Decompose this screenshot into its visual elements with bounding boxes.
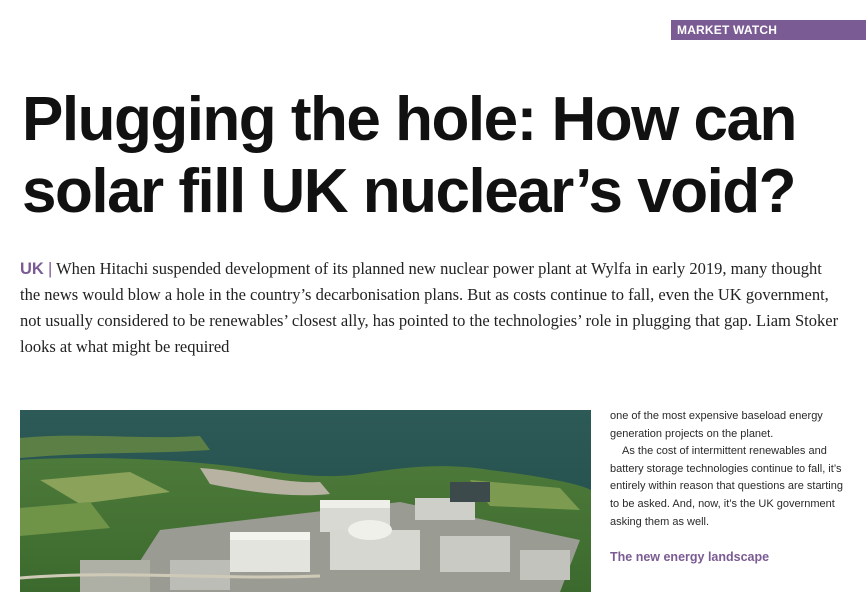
nuclear-plant-illustration xyxy=(20,410,591,592)
standfirst-separator: | xyxy=(47,260,53,278)
standfirst xyxy=(20,256,846,360)
body-paragraph-2: As the cost of intermittent renewables and battery storage technologies continue to fall, it’s entirely within reason that questions are starting to be asked. And, now, it’s the UK government asking them as well. xyxy=(610,445,843,528)
standfirst-text: When Hitachi suspended development of its planned new nuclear power plant at Wylfa in early 2019, many thought the news would blow a hole in the country’s decarbonisation plans. But as costs continue to fall, even the UK government, not usually considered to be renewables’ closest ally, has pointed to the technologies’ role in plugging that gap. Liam Stoker looks at what might be required xyxy=(20,259,839,356)
article-photo xyxy=(20,410,591,592)
headline: Plugging the hole: How can solar fill UK nuclear’s void? xyxy=(22,85,796,226)
body-column xyxy=(610,408,846,567)
standfirst-kicker: UK xyxy=(20,260,44,278)
body-paragraph-1: one of the most expensive baseload energy generation projects on the planet. xyxy=(610,410,823,440)
section-tag: MARKET WATCH xyxy=(671,20,866,40)
section-subhead: The new energy landscape xyxy=(610,550,770,565)
